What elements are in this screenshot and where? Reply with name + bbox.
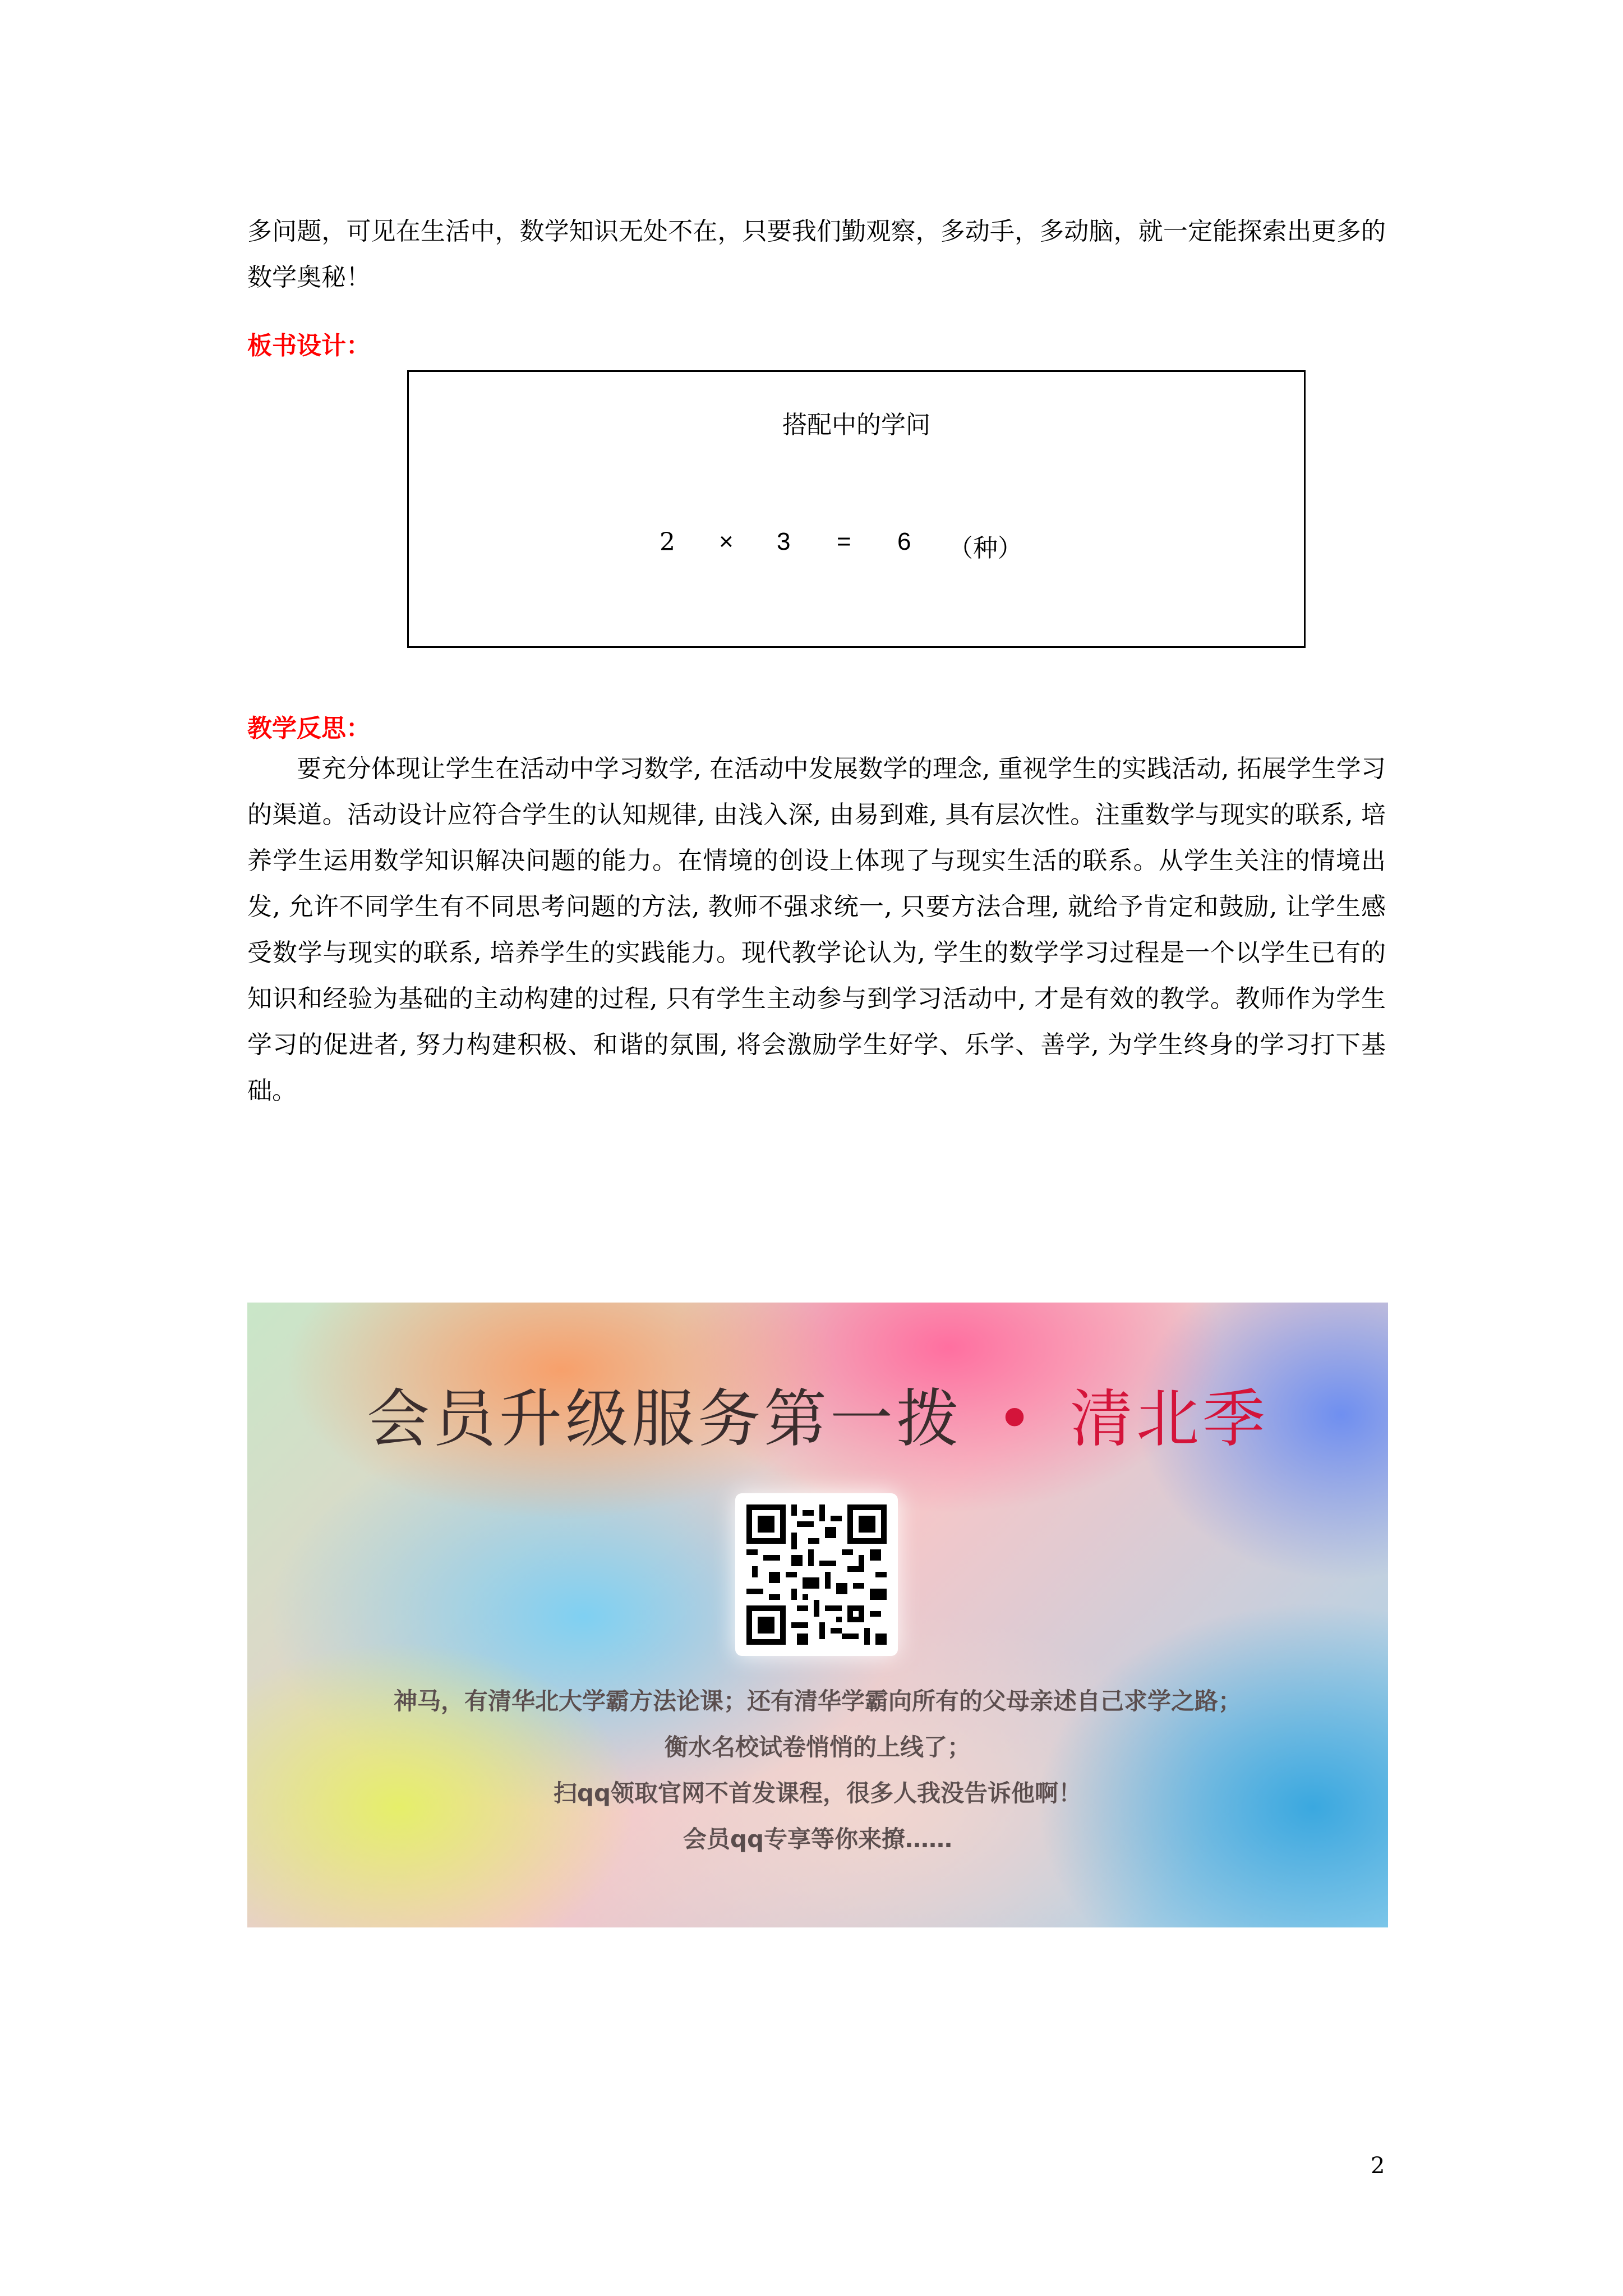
banner-title-accent: 清北季 [1070, 1383, 1269, 1456]
equation-factor-a: 2 [660, 528, 675, 556]
equation-result: 6 [897, 528, 911, 555]
teaching-reflection-paragraph: 要充分体现让学生在活动中学习数学, 在活动中发展数学的理念, 重视学生的实践活动, 拓展学生学习的渠道。活动设计应符合学生的认知规律, 由浅入深, 由易到难, 具有层次性。注重数学与现实的联系, 培养学生运用数学知识解决问题的能力。在情境的创设上体现了与现实生活的联系。从学生关注的情境出发, 允许不同学生有不同思考问题的方法, 教师不强求统一, 只要方法合理, 就给予肯定和鼓励, 让学生感受数学与现实的联系, 培养学生的实践能力。现代教学论认为, 学生的数学学习过程是一个以学生已有的知识和经验为基础的主动构建的过程, 只有学生主动参与到学习活动中, 才是有效的教学。教师作为学生学习的促进者, 努力构建积极、和谐的氛围, 将会激励学生好学、乐学、善学, 为学生终身的学习打下基础。 [247, 754, 1386, 1105]
banner-line-2: 衡水名校试卷悄悄的上线了； [664, 1733, 971, 1761]
banner-title-main: 会员升级服务第一拨 [366, 1383, 962, 1456]
equation-equals: = [837, 528, 851, 555]
membership-banner[interactable] [247, 1303, 1388, 1927]
equation-times: × [719, 528, 734, 555]
blackboard-design-box [407, 370, 1306, 648]
teaching-reflection-heading: 教学反思： [247, 714, 371, 743]
banner-title [247, 1369, 1388, 1459]
page-number: 2 [1371, 2153, 1385, 2179]
board-design-heading: 板书设计： [247, 332, 371, 360]
banner-line-1: 神马，有清华北大学霸方法论课；还有清华学霸向所有的父母亲述自己求学之路； [393, 1687, 1242, 1715]
banner-line-3: 扫qq领取官网不首发课程，很多人我没告诉他啊！ [553, 1779, 1082, 1807]
equation-unit: （种） [948, 534, 1022, 563]
banner-title-dot: • [995, 1383, 1037, 1456]
qr-code-icon [746, 1504, 887, 1645]
intro-paragraph: 多问题，可见在生活中，数学知识无处不在，只要我们勤观察，多动手，多动脑，就一定能探索出更多的数学奥秘！ [247, 217, 1386, 292]
qr-code-image[interactable] [735, 1493, 898, 1656]
board-title: 搭配中的学问 [782, 411, 930, 439]
equation-factor-b: 3 [777, 528, 791, 555]
banner-line-4: 会员qq专享等你来撩…… [683, 1825, 953, 1853]
